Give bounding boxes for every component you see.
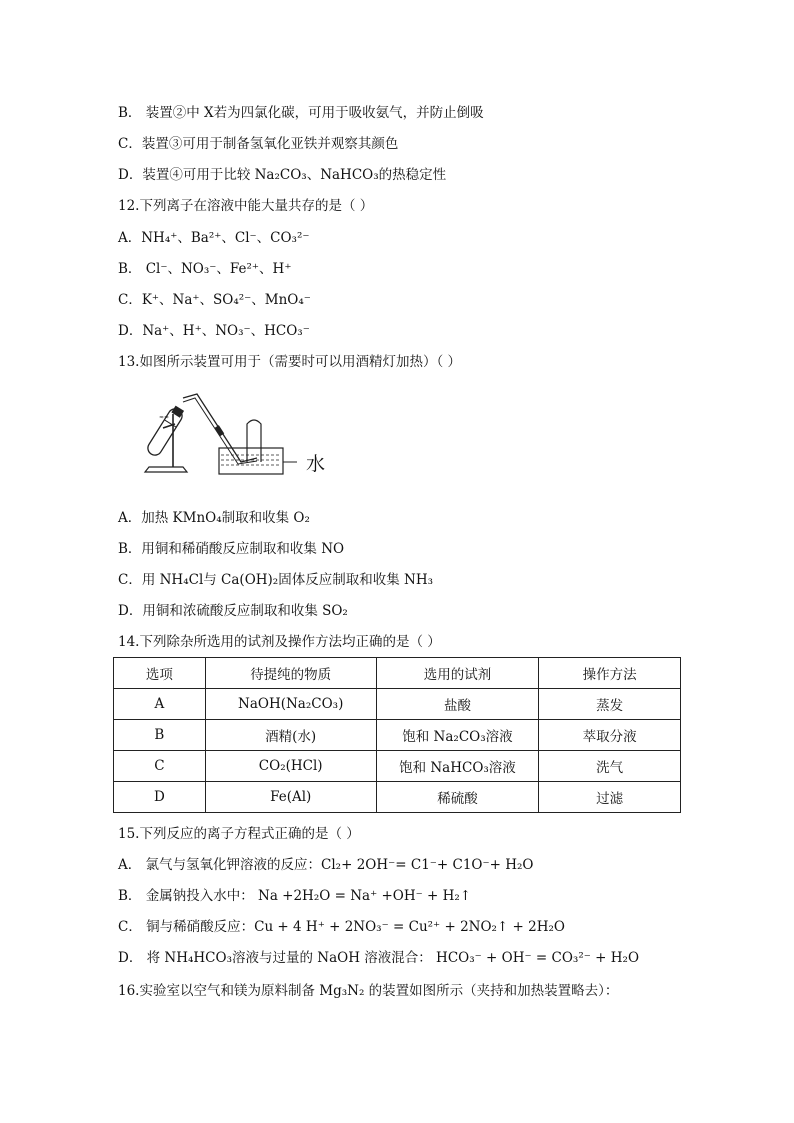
q14-stem: 14.下列除杂所选用的试剂及操作方法均正确的是（ ） bbox=[118, 634, 441, 650]
table-cell: 蒸发 bbox=[539, 689, 681, 720]
header-cell: 选用的试剂 bbox=[376, 658, 539, 689]
test-tube bbox=[145, 405, 185, 458]
table-cell: D bbox=[114, 782, 206, 813]
q13-stem: 13.如图所示装置可用于（需要时可以用酒精灯加热）（ ） bbox=[118, 354, 462, 370]
table-cell: 稀硫酸 bbox=[376, 782, 539, 813]
q12-stem: 12.下列离子在溶液中能大量共存的是（ ） bbox=[118, 198, 374, 214]
q15-option-a: A． 氯气与氢氧化钾溶液的反应：Cl₂+ 2OH⁻= C1⁻+ C1O⁻+ H₂O bbox=[118, 857, 534, 873]
q13-option-c: C．用 NH₄Cl与 Ca(OH)₂固体反应制取和收集 NH₃ bbox=[118, 572, 434, 588]
table-cell: B bbox=[114, 720, 206, 751]
table-cell: NaOH(Na₂CO₃) bbox=[205, 689, 376, 720]
table-cell: CO₂(HCl) bbox=[205, 751, 376, 782]
q13-option-d: D．用铜和浓硫酸反应制取和收集 SO₂ bbox=[118, 603, 348, 619]
table-cell: Fe(Al) bbox=[205, 782, 376, 813]
table-cell: 饱和 NaHCO₃溶液 bbox=[376, 751, 539, 782]
q11-option-b: B． 装置②中 X若为四氯化碳，可用于吸收氨气，并防止倒吸 bbox=[118, 105, 484, 121]
q12-option-a: A．NH₄⁺、Ba²⁺、Cl⁻、CO₃²⁻ bbox=[118, 230, 310, 246]
table-cell: A bbox=[114, 689, 206, 720]
q12-option-c: C．K⁺、Na⁺、SO₄²⁻、MnO₄⁻ bbox=[118, 292, 311, 308]
table-cell: 过滤 bbox=[539, 782, 681, 813]
q16-stem: 16.实验室以空气和镁为原料制备 Mg₃N₂ 的装置如图所示（夹持和加热装置略去）： bbox=[118, 983, 619, 999]
stand-base bbox=[145, 467, 187, 472]
purification-table bbox=[113, 657, 681, 813]
water-label: 水 bbox=[306, 453, 326, 475]
header-cell: 待提纯的物质 bbox=[205, 658, 376, 689]
header-cell: 选项 bbox=[114, 658, 206, 689]
table-cell: 洗气 bbox=[539, 751, 681, 782]
q13-option-b: B．用铜和稀硝酸反应制取和收集 NO bbox=[118, 541, 345, 557]
collecting-tube bbox=[247, 420, 261, 462]
q12-option-d: D．Na⁺、H⁺、NO₃⁻、HCO₃⁻ bbox=[118, 323, 310, 339]
q11-option-c: C．装置③可用于制备氢氧化亚铁并观察其颜色 bbox=[118, 136, 399, 152]
test-tube-text: ≈≈ bbox=[159, 414, 170, 421]
header-cell: 操作方法 bbox=[539, 658, 681, 689]
table-row bbox=[114, 720, 681, 751]
q13-option-a: A．加热 KMnO₄制取和收集 O₂ bbox=[118, 510, 310, 526]
table-cell: 酒精(水) bbox=[205, 720, 376, 751]
table-cell: 盐酸 bbox=[376, 689, 539, 720]
table-row bbox=[114, 689, 681, 720]
table-cell: 饱和 Na₂CO₃溶液 bbox=[376, 720, 539, 751]
q15-option-d: D． 将 NH₄HCO₃溶液与过量的 NaOH 溶液混合： HCO₃⁻ + OH⁻ = CO₃²⁻ + H₂O bbox=[118, 950, 640, 966]
q12-option-b: B． Cl⁻、NO₃⁻、Fe²⁺、H⁺ bbox=[118, 261, 292, 277]
table-cell: C bbox=[114, 751, 206, 782]
table-header-row bbox=[114, 658, 681, 689]
q15-option-c: C． 铜与稀硝酸反应：Cu + 4 H⁺ + 2NO₃⁻ = Cu²⁺ + 2NO₂↑ + 2H₂O bbox=[118, 919, 565, 935]
q15-stem: 15.下列反应的离子方程式正确的是（ ） bbox=[118, 826, 360, 842]
table-row bbox=[114, 751, 681, 782]
water-trough bbox=[219, 448, 283, 474]
gas-collection-apparatus-figure bbox=[135, 392, 345, 480]
q15-option-b: B． 金属钠投入水中： Na +2H₂O = Na⁺ +OH⁻ + H₂↑ bbox=[118, 888, 472, 904]
table-row bbox=[114, 782, 681, 813]
table-cell: 萃取分液 bbox=[539, 720, 681, 751]
q11-option-d: D．装置④可用于比较 Na₂CO₃、NaHCO₃的热稳定性 bbox=[118, 167, 447, 183]
